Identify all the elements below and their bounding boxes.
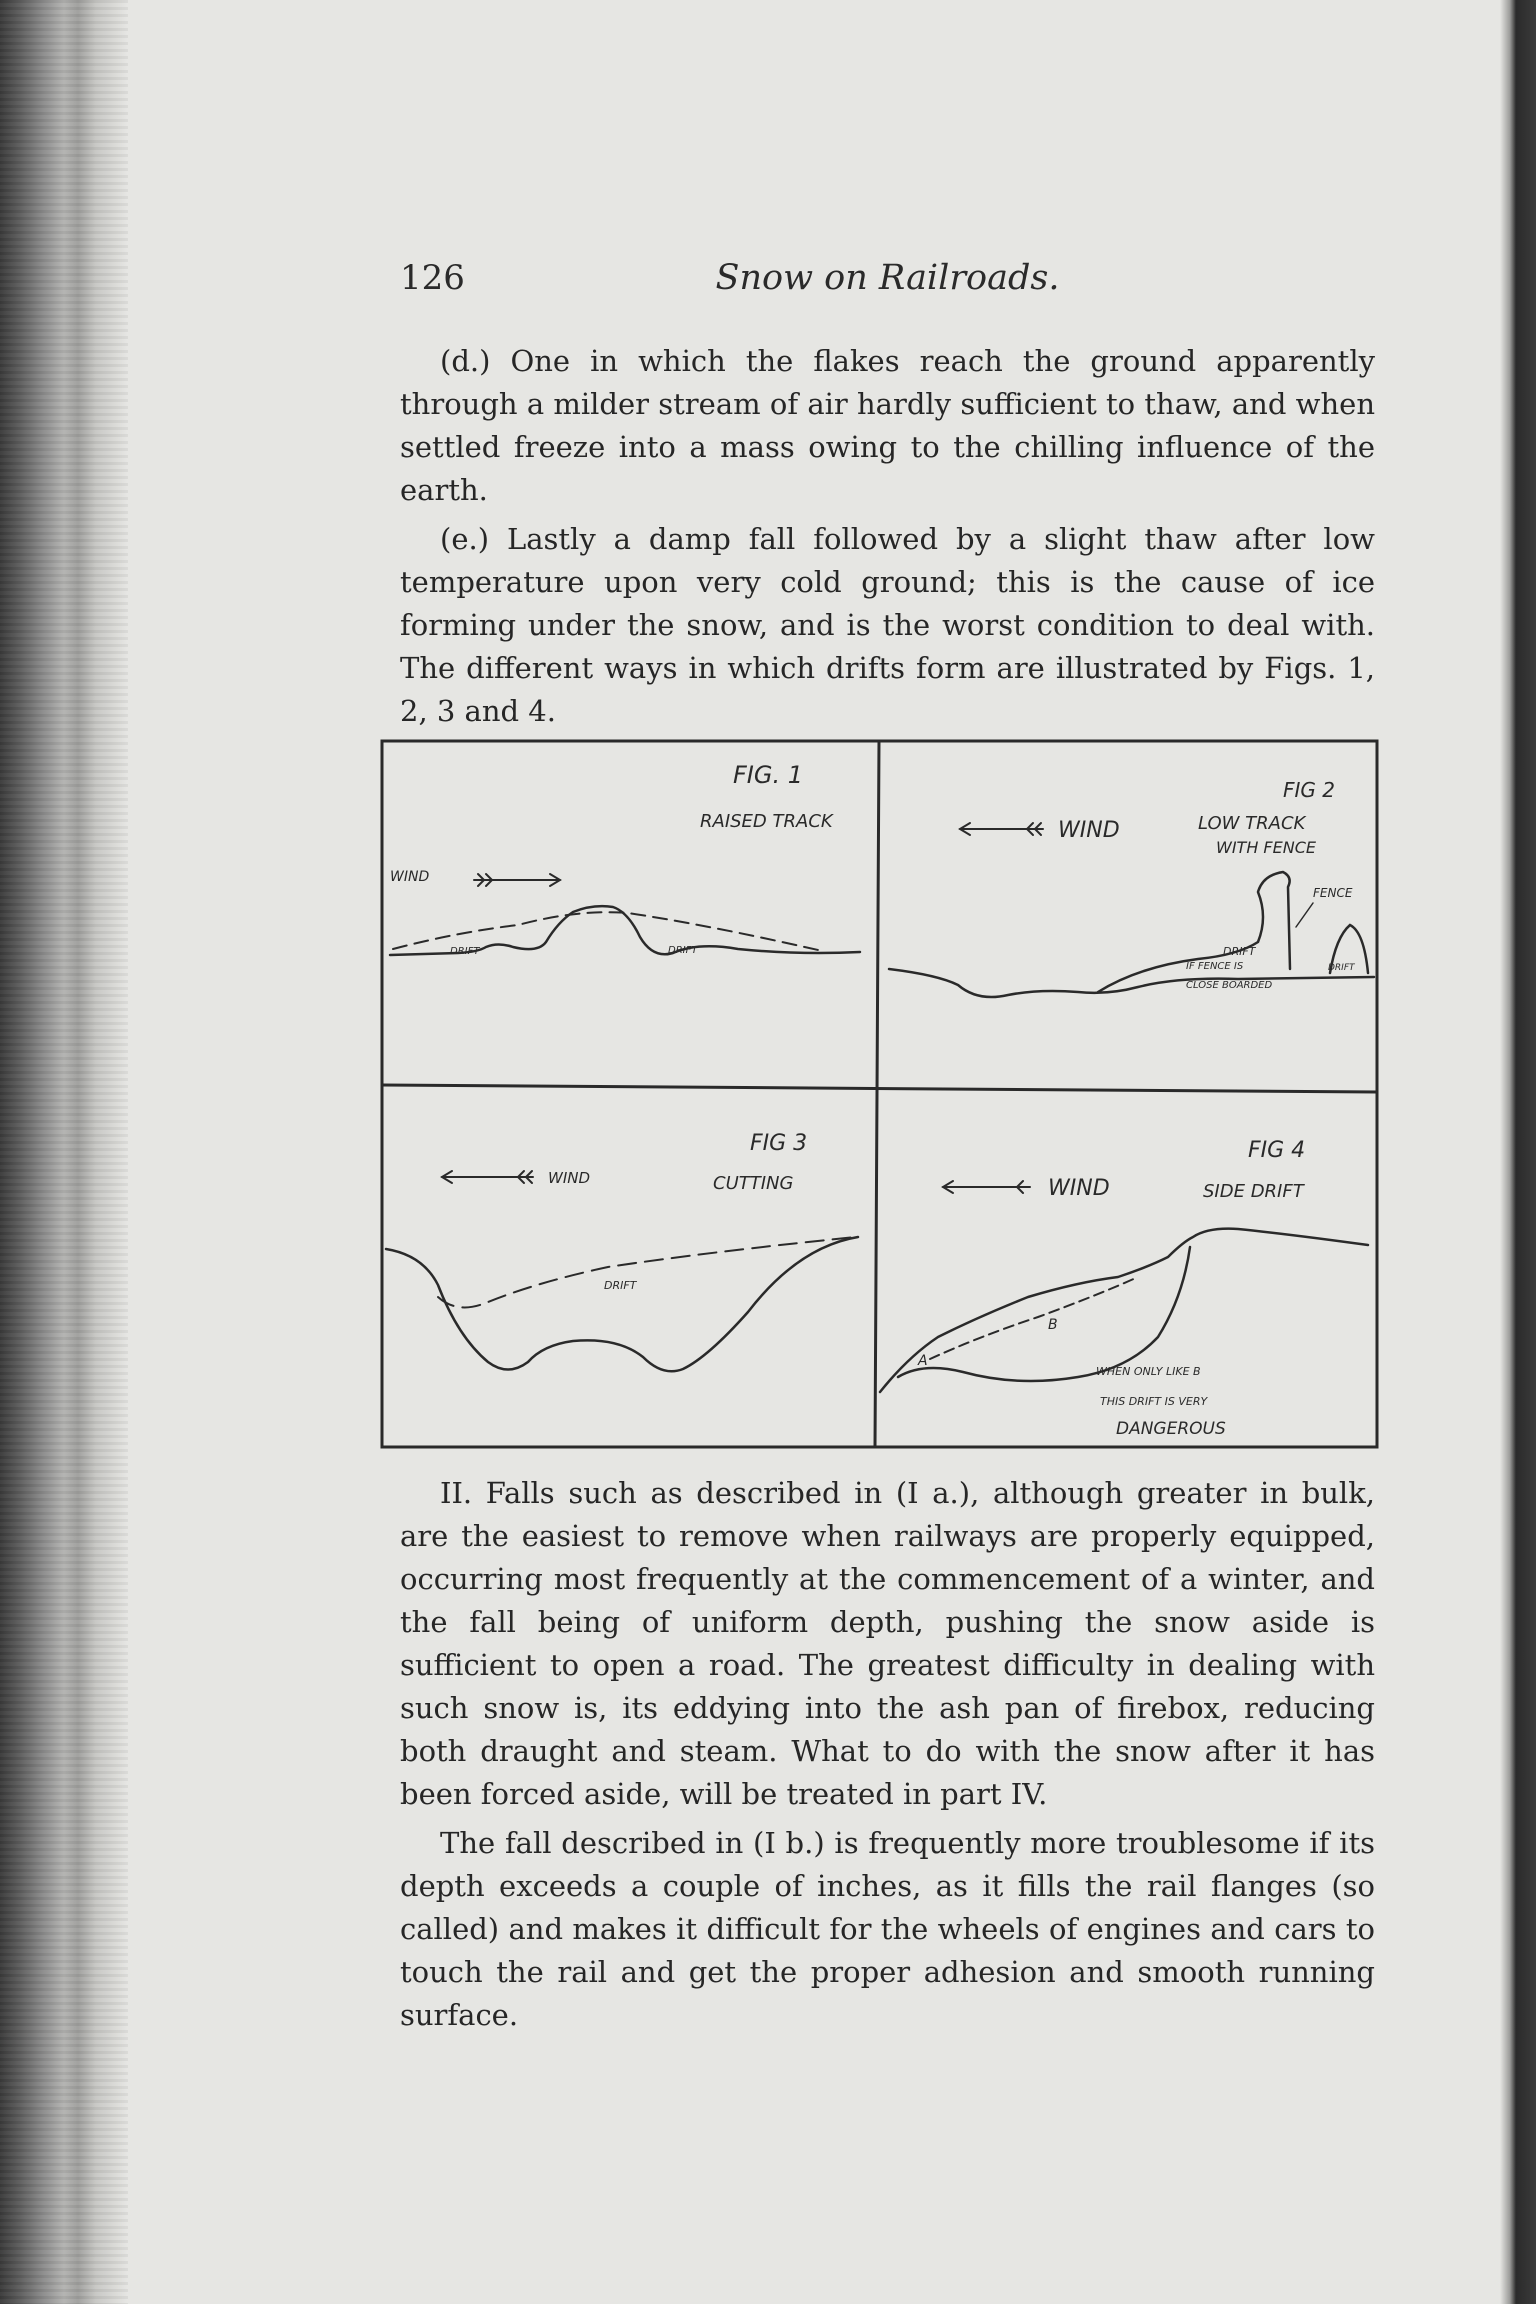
- fig1-wind-arrow: [474, 874, 560, 886]
- fig3-drift-label: DRIFT: [604, 1279, 637, 1292]
- fig2-wind-label: WIND: [1058, 818, 1120, 843]
- fig4-title: FIG 4: [1248, 1138, 1306, 1163]
- page-number: 126: [400, 258, 465, 298]
- fig2-small-drift-label: DRIFT: [1328, 963, 1355, 973]
- fig4-note-line2: THIS DRIFT IS VERY: [1100, 1395, 1208, 1408]
- fig2-drift-label-line2: IF FENCE IS: [1186, 961, 1244, 972]
- figure-divider-horizontal: [382, 1085, 1377, 1092]
- fig3-drift-line: [438, 1237, 856, 1307]
- fig1-drift-left-label: DRIFT: [450, 946, 480, 957]
- fig4-wind-label: WIND: [1048, 1176, 1110, 1201]
- fig4-note-line1: WHEN ONLY LIKE B: [1096, 1365, 1201, 1378]
- fig1-drift-line: [393, 912, 818, 950]
- fig1-drift-right-label: DRIFT: [668, 945, 698, 956]
- fig3-panel: [386, 1131, 858, 1371]
- paragraph-ii: II. Falls such as described in (I a.), although greater in bulk, are the easiest to remove when railways are properly equipped, occurring most frequently at the commencement of a winter, and the fall being of uniform depth, pushing the snow aside is sufficient to open a road. The greatest difficulty in dealing with such snow is, its eddying into the ash pan of firebox, reducing both draught and steam. What to do with the snow after it has been forced aside, will be treated in part IV.: [400, 1476, 1375, 1811]
- fig2-drift-label-line1: DRIFT: [1223, 945, 1256, 958]
- figure-divider-vertical: [875, 741, 879, 1447]
- fig3-wind-arrow: [442, 1171, 533, 1183]
- fig3-title: FIG 3: [750, 1131, 808, 1156]
- fig2-caption-line2: WITH FENCE: [1216, 838, 1316, 857]
- fig2-title: FIG 2: [1283, 778, 1335, 802]
- fig4-note-line3: DANGEROUS: [1116, 1419, 1226, 1439]
- fig3-wind-label: WIND: [548, 1169, 591, 1187]
- fig2-panel: [889, 778, 1374, 997]
- fig4-drift-dashed: [930, 1277, 1138, 1359]
- fig2-fence-label: FENCE: [1313, 886, 1353, 900]
- paragraph-e: (e.) Lastly a damp fall followed by a slight thaw after low temperature upon very cold ground; this is the cause of ice forming under the snow, and is the worst condition to deal with. The different ways in which drifts form are illustrated by Figs. 1, 2, 3 and 4.: [400, 522, 1375, 728]
- fig2-fence-pointer: [1296, 903, 1313, 927]
- fig4-panel: [880, 1138, 1368, 1439]
- fig4-caption: SIDE DRIFT: [1203, 1181, 1304, 1202]
- fig2-caption-line1: LOW TRACK: [1198, 813, 1306, 834]
- fig3-cutting-profile: [386, 1237, 858, 1371]
- fig4-wind-arrow: [943, 1181, 1030, 1193]
- running-title: Snow on Railroads.: [715, 258, 1060, 298]
- lower-text: [400, 1472, 1375, 2045]
- fig2-wind-arrow: [960, 823, 1043, 835]
- fig1-title: FIG. 1: [733, 761, 804, 789]
- fig2-drift-mound: [1098, 872, 1290, 992]
- fig1-wind-label: WIND: [390, 869, 430, 885]
- fig3-caption: CUTTING: [713, 1173, 794, 1194]
- fig1-caption: RAISED TRACK: [700, 811, 833, 832]
- fig2-drift-label-line3: CLOSE BOARDED: [1186, 980, 1273, 991]
- drift-figures: [378, 737, 1383, 1455]
- fig1-panel: [390, 761, 860, 957]
- fig4-label-a: A: [918, 1353, 928, 1369]
- paragraph-ib: The fall described in (I b.) is frequently more troublesome if its depth exceeds a couple of inches, as it fills the rail flanges (so called) and makes it difficult for the wheels of engines and cars to touch the rail and get the proper adhesion and smooth running surface.: [400, 1826, 1375, 2032]
- page-header: [400, 258, 1375, 308]
- fig2-ground-profile: [889, 969, 1374, 997]
- paragraph-d: (d.) One in which the flakes reach the ground apparently through a milder stream of air hardly sufficient to thaw, and when settled freeze into a mass owing to the chilling influence of the earth.: [400, 344, 1375, 507]
- fig4-label-b: B: [1048, 1317, 1058, 1333]
- upper-text: [400, 340, 1375, 733]
